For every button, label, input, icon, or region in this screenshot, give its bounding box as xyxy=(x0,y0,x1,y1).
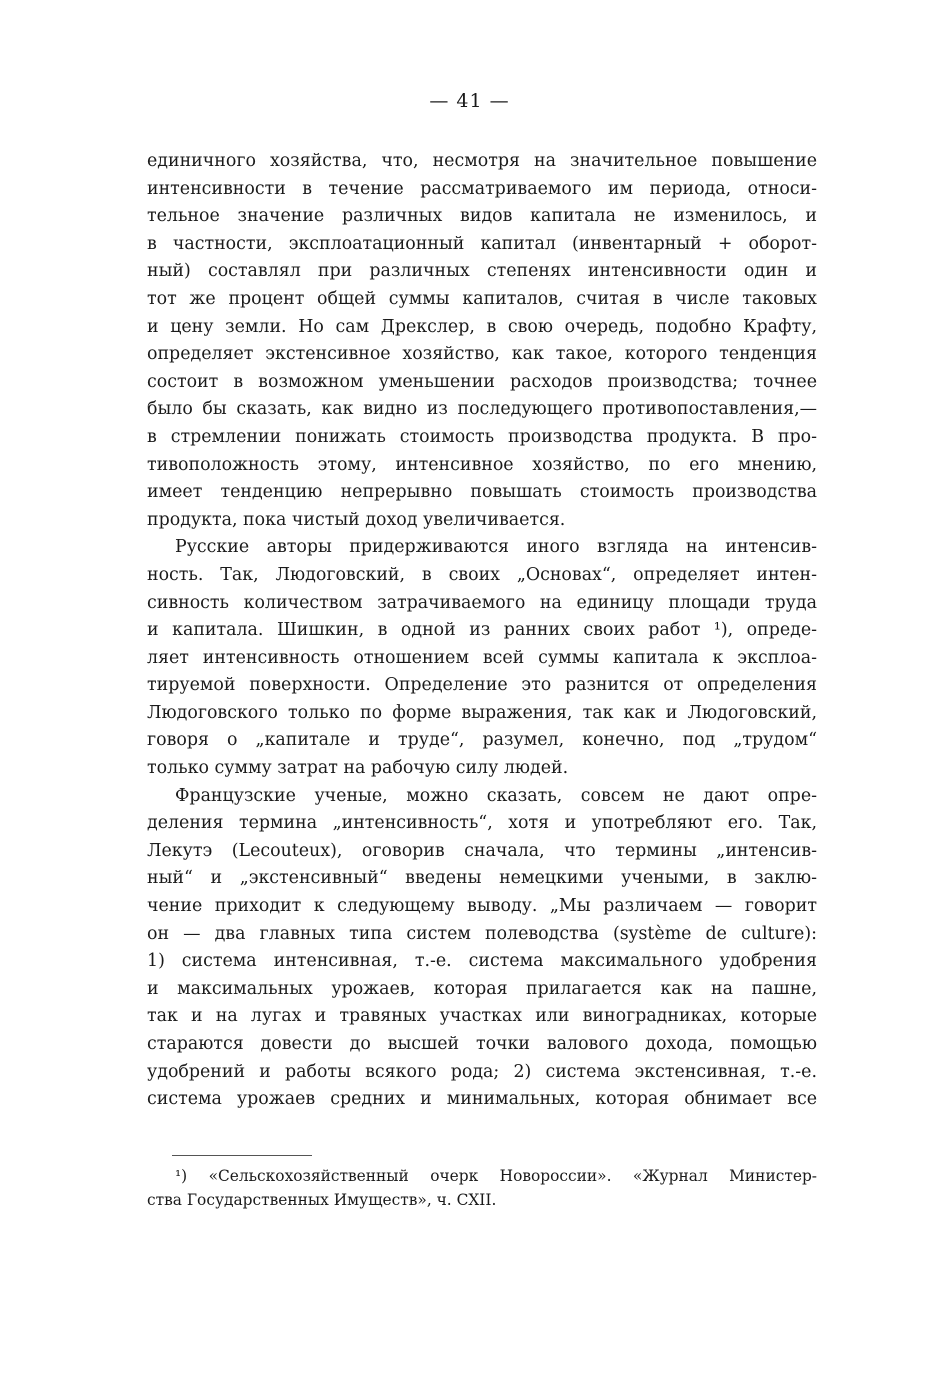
text-line: деления термина „интенсивность“, хотя и употребляют его. Так, xyxy=(147,813,817,834)
text-line: удобрений и работы всякого рода; 2) система экстенсивная, т.-е. xyxy=(147,1061,817,1082)
text-line: система урожаев средних и минимальных, которая обнимает все xyxy=(147,1089,817,1110)
text-line: ный) составлял при различных степенях интенсивности один и xyxy=(147,261,817,282)
text-line: так и на лугах и травяных участках или виноградниках, которые xyxy=(147,1006,817,1027)
text-line: состоит в возможном уменьшении расходов производства; точнее xyxy=(147,371,817,392)
text-line: и капитала. Шишкин, в одной из ранних своих работ ¹), опреде- xyxy=(147,620,817,641)
text-line: тот же процент общей суммы капиталов, считая в числе таковых xyxy=(147,288,817,309)
text-line: было бы сказать, как видно из последующего противопоставления,— xyxy=(147,399,817,420)
text-line: Французские ученые, можно сказать, совсем не дают опре- xyxy=(175,785,817,806)
text-line: тируемой поверхности. Определение это разнится от определения xyxy=(147,675,817,696)
body-text xyxy=(147,148,817,1114)
text-line: тельное значение различных видов капитала не изменилось, и xyxy=(147,206,817,227)
text-line: в частности, эксплоатационный капитал (инвентарный + оборот- xyxy=(147,233,817,254)
text-line: сивность количеством затрачиваемого на единицу площади труда xyxy=(147,592,817,613)
footnote-line: ¹) «Сельскохозяйственный очерк Новороссии». «Журнал Министер- xyxy=(175,1167,817,1185)
text-line: 1) система интенсивная, т.-е. система максимального удобрения xyxy=(147,951,817,972)
text-line: и цену земли. Но сам Дрекслер, в свою очередь, подобно Крафту, xyxy=(147,316,817,337)
text-line: единичного хозяйства, что, несмотря на значительное повышение xyxy=(147,151,817,171)
page-number: — 41 — xyxy=(429,90,510,112)
text-line: в стремлении понижать стоимость производства продукта. В про- xyxy=(147,426,817,447)
text-line: Людоговского только по форме выражения, так как и Людоговский, xyxy=(147,702,817,723)
paragraph-3 xyxy=(147,783,817,1114)
text-line: и максимальных урожаев, которая прилагается как на пашне, xyxy=(147,978,817,999)
text-line: интенсивности в течение рассматриваемого им периода, относи- xyxy=(147,178,817,199)
text-line: он — два главных типа систем полеводства (système de culture): xyxy=(147,923,817,944)
text-line: ный“ и „экстенсивный“ введены немецкими учеными, в заклю- xyxy=(147,868,817,889)
footnote xyxy=(147,1164,817,1212)
paragraph-1 xyxy=(147,148,817,534)
text-line: Лекутэ (Lecouteux), оговорив сначала, что термины „интенсив- xyxy=(147,840,817,861)
footnote-divider xyxy=(172,1155,312,1156)
text-line: имеет тенденцию непрерывно повышать стоимость производства xyxy=(147,482,817,503)
text-line: ляет интенсивность отношением всей суммы капитала к эксплоа- xyxy=(147,647,817,668)
text-line: говоря о „капитале и труде“, разумел, конечно, под „трудом“ xyxy=(147,730,817,751)
text-line: тивоположность этому, интенсивное хозяйство, по его мнению, xyxy=(147,454,817,475)
text-line: стараются довести до высшей точки валового дохода, помощью xyxy=(147,1034,817,1054)
footnote-line: ства Государственных Имуществ», ч. CXII. xyxy=(147,1191,497,1209)
text-line: только сумму затрат на рабочую силу людей. xyxy=(147,758,569,779)
text-line: продукта, пока чистый доход увеличивается. xyxy=(147,509,566,530)
text-line: определяет экстенсивное хозяйство, как такое, которого тенденция xyxy=(147,344,817,365)
text-line: чение приходит к следующему выводу. „Мы различаем — говорит xyxy=(147,896,817,917)
text-line: ность. Так, Людоговский, в своих „Основах“, определяет интен- xyxy=(147,564,817,585)
text-line: Русские авторы придерживаются иного взгляда на интенсив- xyxy=(175,537,817,558)
paragraph-2 xyxy=(147,534,817,782)
